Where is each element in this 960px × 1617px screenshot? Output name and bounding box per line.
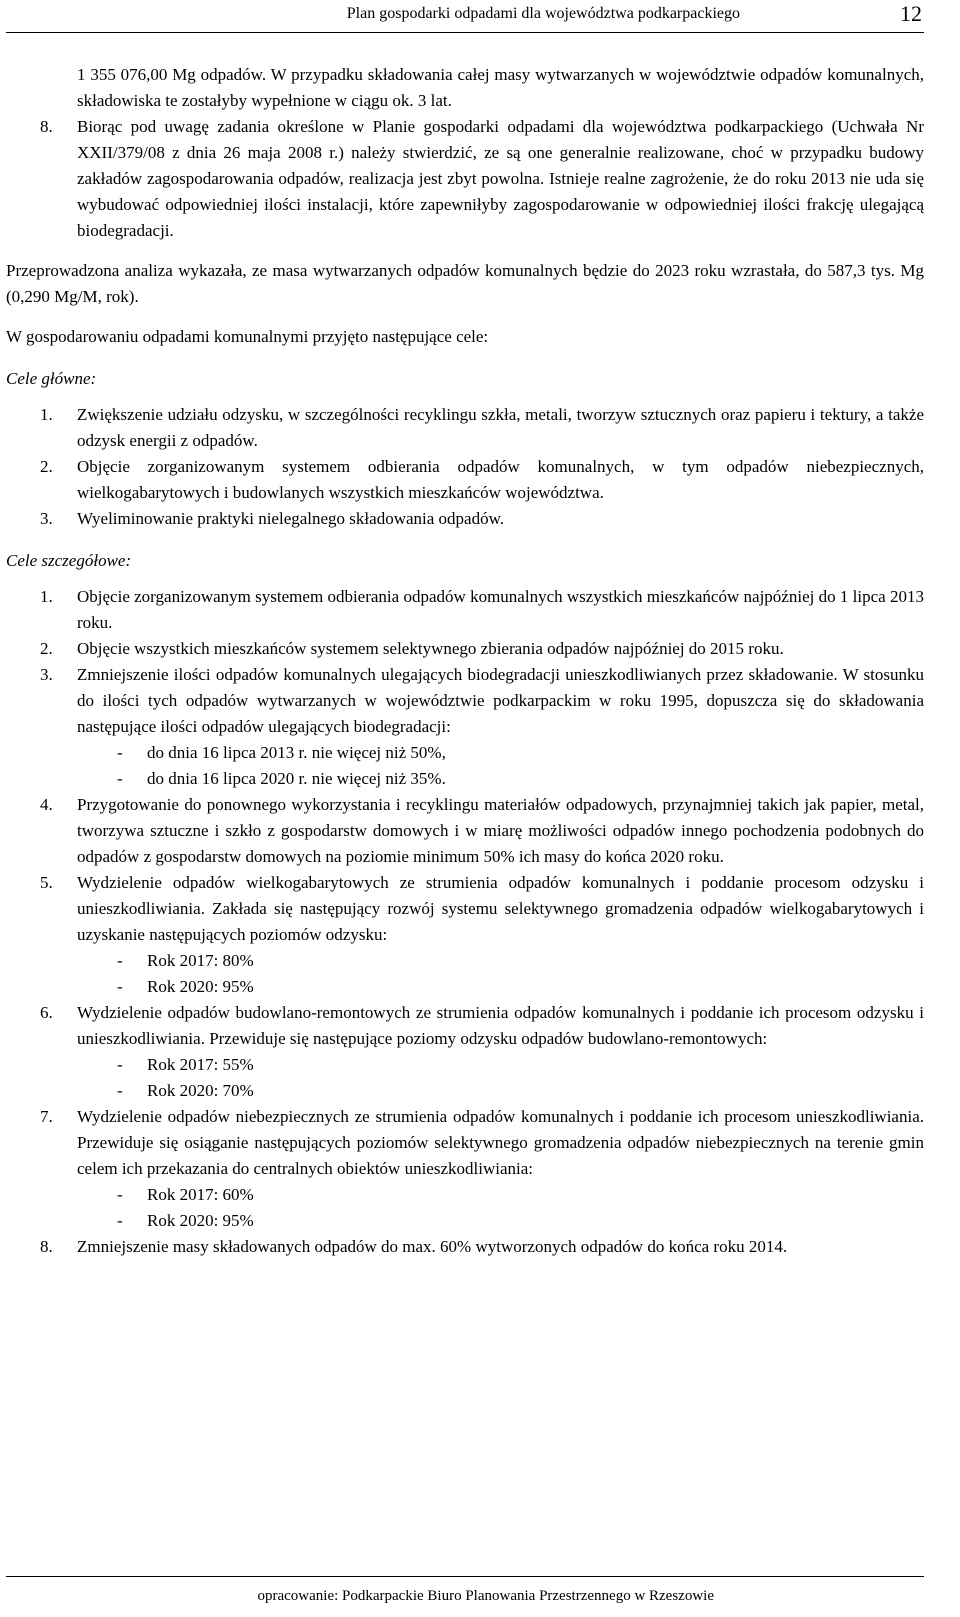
sub-list-item-text: do dnia 16 lipca 2020 r. nie więcej niż 35%. <box>147 769 446 788</box>
sub-list-item-text: Rok 2020: 95% <box>147 1211 254 1230</box>
list-item-text: Wyeliminowanie praktyki nielegalnego składowania odpadów. <box>77 509 505 528</box>
sub-list-item <box>77 1208 924 1234</box>
list-item-number: 7. <box>40 1107 53 1126</box>
main-goals-heading: Cele główne: <box>6 369 97 388</box>
list-item-number: 1. <box>40 405 53 424</box>
sub-list <box>77 740 924 792</box>
list-item <box>6 662 924 792</box>
sub-list-item <box>77 1052 924 1078</box>
page-header <box>0 0 960 44</box>
list-item <box>6 1234 924 1260</box>
sub-list <box>77 1182 924 1234</box>
sub-list <box>77 948 924 1000</box>
list-item-number: 2. <box>40 457 53 476</box>
sub-list-item <box>77 1078 924 1104</box>
list-item <box>6 1000 924 1104</box>
list-item-text: Wydzielenie odpadów wielkogabarytowych ze strumienia odpadów komunalnych i poddanie procesom odzysku i unieszkodliwiania. Zakłada się następujący rozwój systemu selektywnego gromadzenia odpadów wielkogabarytowych i uzyskanie następujących poziomów odzysku: <box>77 873 924 944</box>
list-item-number: 5. <box>40 873 53 892</box>
list-item-number: 8. <box>40 117 53 136</box>
list-item-text: Objęcie zorganizowanym systemem odbierania odpadów komunalnych, w tym odpadów niebezpiecznych, wielkogabarytowych i budowlanych wszystkich mieszkańców województwa. <box>77 457 924 502</box>
list-item-number: 3. <box>40 509 53 528</box>
page-content <box>6 62 924 1260</box>
sub-list-item-text: Rok 2017: 55% <box>147 1055 254 1074</box>
top-list <box>6 62 924 244</box>
dash-bullet: - <box>117 769 123 788</box>
dash-bullet: - <box>117 1055 123 1074</box>
list-item-number: 3. <box>40 665 53 684</box>
list-item <box>6 870 924 1000</box>
main-goals-list <box>6 402 924 532</box>
list-item <box>6 506 924 532</box>
list-item <box>6 114 924 244</box>
list-item-number: 4. <box>40 795 53 814</box>
sub-list-item-text: do dnia 16 lipca 2013 r. nie więcej niż 50%, <box>147 743 446 762</box>
page-footer <box>0 1574 960 1617</box>
sub-list-item <box>77 1182 924 1208</box>
header-title: Plan gospodarki odpadami dla województwa podkarpackiego <box>346 5 740 22</box>
sub-list-item <box>77 740 924 766</box>
page-number: 12 <box>900 1 922 26</box>
sub-list-item <box>77 948 924 974</box>
sub-list-item <box>77 974 924 1000</box>
list-item <box>6 636 924 662</box>
list-item-number: 6. <box>40 1003 53 1022</box>
dash-bullet: - <box>117 743 123 762</box>
header-divider <box>6 32 924 33</box>
paragraph-goals-intro: W gospodarowaniu odpadami komunalnymi przyjęto następujące cele: <box>6 327 489 346</box>
list-item-number: 2. <box>40 639 53 658</box>
dash-bullet: - <box>117 1185 123 1204</box>
list-item-text: Wydzielenie odpadów niebezpiecznych ze strumienia odpadów komunalnych i poddanie ich procesom unieszkodliwiania. Przewiduje się osiąganie następujących poziomów selektywnego gromadzenia odpadów niebezpiecznych na terenie gmin celem ich przekazania do centralnych obiektów unieszkodliwiania: <box>77 1107 924 1178</box>
list-item-text: Zwiększenie udziału odzysku, w szczególności recyklingu szkła, metali, tworzyw sztucznych oraz papieru i tektury, a także odzysk energii z odpadów. <box>77 405 924 450</box>
list-item <box>6 62 924 114</box>
footer-text: opracowanie: Podkarpackie Biuro Planowania Przestrzennego w Rzeszowie <box>257 1588 714 1604</box>
list-item-number: 8. <box>40 1237 53 1256</box>
list-item-text: Biorąc pod uwagę zadania określone w Planie gospodarki odpadami dla województwa podkarpackiego (Uchwała Nr XXII/379/08 z dnia 26 maja 2008 r.) należy stwierdzić, ze są one generalnie realizowane, choć w przypadku budowy zakładów zagospodarowania odpadów, realizacja jest zbyt powolna. Istnieje realne zagrożenie, że do roku 2013 nie uda się wybudować odpowiedniej ilości instalacji, które zapewniłyby zagospodarowanie w odpowiedniej ilości frakcję ulegającą biodegradacji. <box>77 117 924 240</box>
list-item-text: Zmniejszenie masy składowanych odpadów do max. 60% wytworzonych odpadów do końca roku 2014. <box>77 1237 788 1256</box>
list-item-text: Objęcie zorganizowanym systemem odbierania odpadów komunalnych wszystkich mieszkańców najpóźniej do 1 lipca 2013 roku. <box>77 587 924 632</box>
list-item-text: Objęcie wszystkich mieszkańców systemem selektywnego zbierania odpadów najpóźniej do 2015 roku. <box>77 639 784 658</box>
list-item-text: Przygotowanie do ponownego wykorzystania i recyklingu materiałów odpadowych, przynajmniej takich jak papier, metal, tworzywa sztuczne i szkło z gospodarstw domowych i w miarę możliwości odpadów innego pochodzenia podobnych do odpadów z gospodarstw domowych na poziomie minimum 50% ich masy do końca 2020 roku. <box>77 795 924 866</box>
list-item <box>6 454 924 506</box>
dash-bullet: - <box>117 1211 123 1230</box>
sub-list-item-text: Rok 2020: 70% <box>147 1081 254 1100</box>
sub-list-item <box>77 766 924 792</box>
dash-bullet: - <box>117 951 123 970</box>
footer-divider <box>6 1576 924 1577</box>
paragraph-analysis: Przeprowadzona analiza wykazała, ze masa wytwarzanych odpadów komunalnych będzie do 2023 roku wzrastała, do 587,3 tys. Mg (0,290 Mg/M, rok). <box>6 261 924 306</box>
list-item-number: 1. <box>40 587 53 606</box>
detailed-goals-list <box>6 584 924 1260</box>
list-item <box>6 584 924 636</box>
sub-list <box>77 1052 924 1104</box>
list-item-text: 1 355 076,00 Mg odpadów. W przypadku składowania całej masy wytwarzanych w województwie odpadów komunalnych, składowiska te zostałyby wypełnione w ciągu ok. 3 lat. <box>77 65 924 110</box>
detailed-goals-heading: Cele szczegółowe: <box>6 551 132 570</box>
dash-bullet: - <box>117 1081 123 1100</box>
dash-bullet: - <box>117 977 123 996</box>
list-item <box>6 1104 924 1234</box>
sub-list-item-text: Rok 2017: 80% <box>147 951 254 970</box>
sub-list-item-text: Rok 2020: 95% <box>147 977 254 996</box>
list-item-text: Zmniejszenie ilości odpadów komunalnych ulegających biodegradacji unieszkodliwianych przez składowanie. W stosunku do ilości tych odpadów wytwarzanych w województwie podkarpackim w roku 1995, dopuszcza się do składowania następujące ilości odpadów ulegających biodegradacji: <box>77 665 924 736</box>
list-item <box>6 792 924 870</box>
list-item-text: Wydzielenie odpadów budowlano-remontowych ze strumienia odpadów komunalnych i poddanie ich procesom odzysku i unieszkodliwiania. Przewiduje się następujące poziomy odzysku odpadów budowlano-remontowych: <box>77 1003 924 1048</box>
sub-list-item-text: Rok 2017: 60% <box>147 1185 254 1204</box>
list-item <box>6 402 924 454</box>
